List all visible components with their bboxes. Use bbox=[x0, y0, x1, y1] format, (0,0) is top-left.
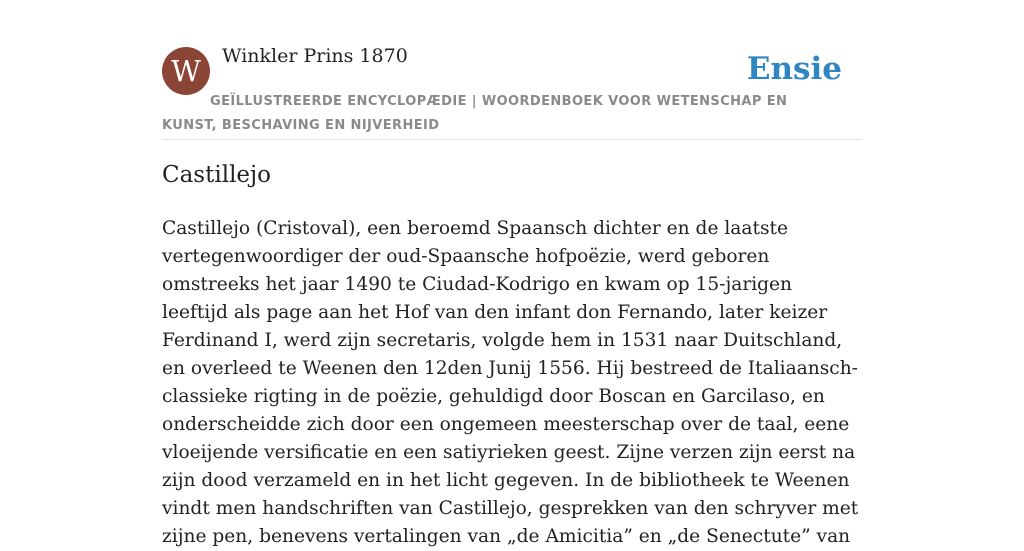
article-body: Castillejo (Cristoval), een beroemd Spaansch dichter en de laatste vertegenwoordiger der oud-Spaansche hofpoëzie, werd geboren omstreeks het jaar 1490 te Ciudad-Kodrigo en kwam op 15-jarigen leeftijd als page aan het Hof van den infant don Fernando, later keizer Ferdinand I, werd zijn secretaris, volgde hem in 1531 naar Duitschland, en overleed te Weenen den 12den Junij 1556. Hij bestreed de Italiaansch-classieke rigting in de poëzie, gehuldigd door Boscan en Garcilaso, en onderscheidde zich door een ongemeen meesterschap over de taal, eene vloeijende versificatie en een satiyrieken geest. Zijne verzen zijn eerst na zijn dood verzameld en in het licht gegeven. In de bibliotheek te Weenen vindt men handschriften van Castillejo, gesprekken van den schryver met zijne pen, benevens vertalingen van „de Amicitia” en „de Senectute” van bbox=[162, 218, 859, 547]
article-title: Castillejo bbox=[162, 162, 272, 188]
source-title-link[interactable]: Winkler Prins 1870 bbox=[222, 45, 408, 67]
site-header bbox=[162, 0, 862, 140]
source-subtitle: GEÏLLUSTREERDE ENCYCLOPÆDIE | WOORDENBOEK VOOR WETENSCHAP EN KUNST, BESCHAVING EN NIJVERHEID bbox=[162, 94, 788, 133]
source-avatar[interactable]: W bbox=[162, 47, 210, 95]
ensie-logo-link[interactable]: Ensie bbox=[746, 51, 842, 87]
